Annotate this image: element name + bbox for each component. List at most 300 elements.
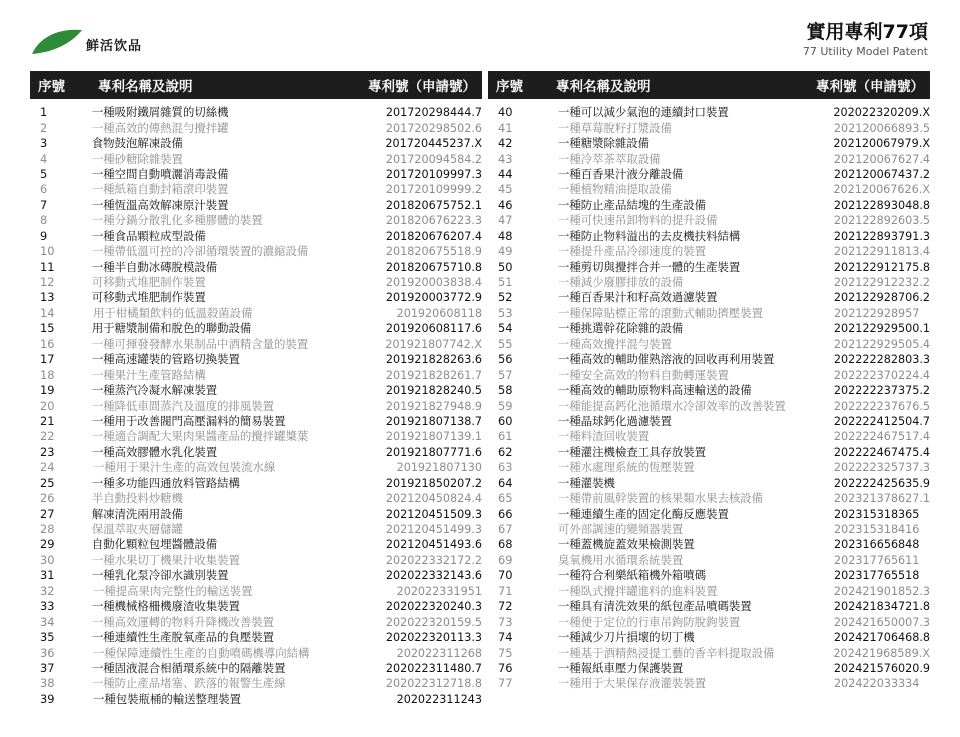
cell-patent: 202122929500.1 — [833, 322, 930, 336]
cell-no: 60 — [498, 413, 513, 428]
cell-patent: 202120067626.X — [833, 183, 930, 197]
cell-no: 17 — [40, 352, 55, 367]
table-header — [488, 71, 930, 99]
table-row — [488, 306, 930, 321]
cell-patent: 202316656848 — [834, 538, 920, 552]
cell-patent: 201720445237.X — [385, 137, 482, 151]
cell-no: 70 — [498, 568, 513, 583]
table-row — [488, 213, 930, 228]
cell-patent: 202222282803.3 — [833, 353, 930, 367]
cell-no: 55 — [498, 336, 513, 351]
cell-name: 一種能提高鈣化池循環水冷卻效率的改善裝置 — [557, 398, 786, 413]
cell-name: 一種防止物料溢出的去皮機扶料結構 — [557, 228, 741, 243]
cell-name: 一種多功能四通放料管路結構 — [91, 475, 240, 490]
page-subtitle: 77 Utility Model Patent — [802, 45, 928, 58]
table-row — [30, 661, 482, 676]
cell-no: 54 — [498, 321, 513, 336]
cell-no: 67 — [498, 522, 513, 537]
cell-no: 49 — [498, 244, 513, 259]
table-row — [30, 676, 482, 691]
cell-no: 16 — [40, 336, 55, 351]
cell-name: 一種用于果汁生產的高效包裝流水線 — [92, 460, 276, 475]
cell-name: 臭氧機用水循環系統裝置 — [558, 552, 684, 567]
patent-table-left — [30, 71, 482, 707]
cell-no: 4 — [40, 151, 48, 166]
cell-name: 一種用于改善閥門高壓漏料的簡易裝置 — [91, 413, 286, 428]
cell-no: 52 — [498, 290, 513, 305]
cell-name: 用于糖漿制備和脫色的聯動設備 — [91, 321, 252, 336]
cell-patent: 202122928706.2 — [833, 291, 930, 305]
cell-patent: 202421576020.9 — [833, 661, 930, 675]
cell-no: 59 — [498, 398, 513, 413]
cell-no: 61 — [498, 429, 513, 444]
cell-patent: 202022320159.5 — [385, 615, 482, 629]
cell-name: 一種水處理系統的恆壓裝置 — [557, 460, 695, 475]
header-patent: 專利號（申請號） — [368, 79, 476, 95]
table-row — [488, 429, 930, 444]
cell-patent: 201921807130 — [396, 461, 482, 475]
cell-no: 21 — [40, 413, 55, 428]
cell-no: 3 — [40, 136, 48, 151]
cell-patent: 202122929505.4 — [833, 337, 930, 351]
brand-name: 鲜活饮品 — [86, 39, 143, 54]
cell-name: 一種果汁生產管路結構 — [91, 367, 206, 382]
table-row — [488, 476, 930, 491]
cell-name: 一種植物精油提取設備 — [557, 182, 672, 197]
cell-no: 43 — [498, 151, 513, 166]
cell-patent: 201720298502.6 — [385, 121, 482, 135]
cell-no: 15 — [40, 321, 55, 336]
cell-patent: 202315318365 — [834, 507, 920, 521]
cell-patent: 202120450824.4 — [385, 492, 482, 506]
cell-name: 一種用于大果保存液灌裝裝置 — [558, 676, 707, 691]
table-row — [30, 383, 482, 398]
cell-patent: 201921828240.5 — [385, 384, 482, 398]
cell-name: 一種可揮發發酵水果制品中酒精含量的裝置 — [91, 336, 309, 351]
cell-no: 62 — [498, 444, 513, 459]
cell-name: 一種防止產品堵塞、跌落的報警生產線 — [91, 676, 286, 691]
cell-no: 1 — [40, 105, 48, 120]
cell-no: 44 — [498, 166, 513, 181]
cell-no: 50 — [498, 259, 513, 274]
cell-name: 一種空間自動噴灑消毒設備 — [91, 166, 229, 181]
cell-no: 30 — [40, 552, 55, 567]
cell-no: 73 — [498, 614, 513, 629]
cell-name: 一種高速罐裝的管路切換裝置 — [91, 352, 240, 367]
table-row — [488, 676, 930, 691]
cell-name: 一種減少刀片損壞的切丁機 — [557, 630, 695, 645]
cell-patent: 202122892603.5 — [833, 214, 930, 228]
table-row — [30, 151, 482, 166]
cell-name: 一種固液混合相循環系統中的隔離裝置 — [91, 660, 286, 675]
table-body — [488, 105, 930, 692]
table-row — [30, 229, 482, 244]
cell-patent: 201921850207.2 — [385, 476, 482, 490]
table-row — [30, 306, 482, 321]
cell-patent: 202120067979.X — [833, 137, 930, 151]
table-row — [488, 352, 930, 367]
table-row — [30, 645, 482, 660]
cell-patent: 202122911813.4 — [833, 245, 930, 259]
cell-patent: 202422033334 — [834, 677, 920, 691]
cell-name: 一種高效膠體水乳化裝置 — [91, 444, 218, 459]
cell-name: 一種包裝瓶桶的輸送整理裝置 — [92, 691, 242, 706]
cell-no: 66 — [498, 506, 513, 521]
cell-name: 一種降低車間蒸汽及溫度的排風裝置 — [91, 398, 275, 413]
cell-patent: 201820676223.3 — [385, 214, 482, 228]
table-row — [30, 429, 482, 444]
cell-patent: 202421968589.X — [833, 646, 930, 660]
table-row — [30, 599, 482, 614]
cell-patent: 201820676207.4 — [385, 229, 482, 243]
table-row — [488, 398, 930, 413]
cell-patent: 202022320240.3 — [385, 600, 482, 614]
cell-no: 23 — [40, 444, 55, 459]
cell-no: 74 — [498, 630, 513, 645]
table-row — [30, 213, 482, 228]
table-row — [30, 553, 482, 568]
cell-no: 8 — [40, 213, 48, 228]
cell-name: 一種連續生產的固定化酶反應裝置 — [558, 506, 729, 521]
cell-patent: 202421834721.8 — [833, 600, 930, 614]
cell-no: 65 — [498, 491, 513, 506]
cell-no: 53 — [498, 305, 513, 320]
table-row — [30, 198, 482, 213]
cell-name: 保溫萃取夾層儲罐 — [91, 522, 183, 537]
cell-no: 31 — [40, 568, 55, 583]
cell-patent: 202315318416 — [834, 523, 920, 537]
cell-name: 一種高效的輔助催熟溶液的回收再利用裝置 — [557, 352, 775, 367]
cell-no: 69 — [498, 552, 513, 567]
table-row — [30, 275, 482, 290]
table-row — [488, 584, 930, 599]
cell-patent: 201720094584.2 — [385, 152, 482, 166]
cell-patent: 201820675752.1 — [385, 198, 482, 212]
cell-name: 一種蓋機旋蓋效果檢測裝置 — [558, 537, 695, 552]
table-row — [488, 553, 930, 568]
cell-no: 68 — [498, 537, 513, 552]
cell-no: 36 — [40, 645, 55, 660]
cell-patent: 201921807742.X — [385, 337, 482, 351]
cell-no: 56 — [498, 352, 513, 367]
table-row — [488, 229, 930, 244]
cell-name: 一種草莓脫籽打漿設備 — [557, 120, 672, 135]
cell-no: 20 — [40, 398, 55, 413]
cell-patent: 202120451509.3 — [385, 507, 482, 521]
table-row — [30, 290, 482, 305]
cell-patent: 202120067437.2 — [833, 167, 930, 181]
cell-name: 一種臥式攪拌罐進料的進料裝置 — [557, 583, 718, 598]
header-name: 專利名稱及說明 — [98, 79, 193, 95]
cell-name: 一種安全高效的物料自動轉運裝置 — [557, 367, 729, 382]
cell-name: 一種水果切丁機果汁收集裝置 — [91, 552, 240, 567]
table-row — [30, 568, 482, 583]
cell-patent: 201921807138.7 — [385, 414, 482, 428]
header-name: 專利名稱及說明 — [556, 79, 651, 95]
cell-name: 一種提升產品冷卻速度的裝置 — [557, 244, 707, 259]
cell-no: 11 — [40, 259, 55, 274]
table-row — [488, 491, 930, 506]
cell-no: 9 — [40, 228, 48, 243]
cell-name: 一種剪切與攪拌合并一體的生產裝置 — [557, 259, 741, 274]
table-row — [30, 337, 482, 352]
cell-patent: 202022320209.X — [833, 106, 930, 120]
cell-name: 一種乳化泵冷卻水識別裝置 — [91, 568, 229, 583]
cell-no: 48 — [498, 228, 513, 243]
table-row — [488, 599, 930, 614]
cell-patent: 202122893048.8 — [833, 198, 930, 212]
cell-patent: 201921807139.1 — [385, 430, 482, 444]
cell-patent: 202317765518 — [834, 569, 920, 583]
cell-no: 64 — [498, 475, 513, 490]
table-row — [488, 568, 930, 583]
cell-no: 14 — [40, 305, 55, 320]
cell-patent: 201820675518.9 — [385, 245, 482, 259]
cell-patent: 201921807771.6 — [385, 445, 482, 459]
cell-no: 46 — [498, 197, 513, 212]
cell-patent: 202222237676.5 — [833, 399, 930, 413]
cell-no: 38 — [40, 676, 55, 691]
cell-name: 一種報紙車壓力保護裝置 — [557, 660, 684, 675]
page-title: 實用專利77項 — [806, 21, 928, 43]
cell-patent: 202120451499.3 — [385, 523, 482, 537]
table-row — [488, 645, 930, 660]
table-row — [30, 182, 482, 197]
cell-no: 57 — [498, 367, 513, 382]
table-row — [488, 120, 930, 135]
cell-patent: 201920003838.4 — [385, 276, 482, 290]
cell-patent: 202122928957 — [834, 306, 920, 320]
table-row — [30, 414, 482, 429]
cell-patent: 201720109997.3 — [385, 167, 482, 181]
table-row — [488, 367, 930, 382]
table-row — [30, 136, 482, 151]
cell-name: 一種可以減少氣泡的連續封口裝置 — [557, 105, 729, 120]
table-row — [30, 244, 482, 259]
cell-name: 一種帶前風幹裝置的核果類水果去核設備 — [557, 491, 764, 506]
cell-patent: 202421901852.3 — [833, 584, 930, 598]
table-row — [30, 321, 482, 336]
cell-no: 63 — [498, 460, 513, 475]
cell-patent: 202022332172.2 — [385, 553, 482, 567]
table-row — [30, 460, 482, 475]
table-row — [30, 398, 482, 413]
cell-no: 29 — [40, 537, 55, 552]
table-row — [30, 692, 482, 707]
cell-patent: 202022320113.3 — [385, 631, 482, 645]
cell-name: 一種具有清洗效果的紙包產品噴碼裝置 — [557, 599, 752, 614]
cell-patent: 202022311243 — [396, 692, 482, 706]
cell-patent: 201921828263.6 — [385, 353, 482, 367]
cell-name: 一種適合調配大果肉果醬產品的攪拌罐槳葉 — [91, 429, 309, 444]
cell-patent: 202222237375.2 — [833, 384, 930, 398]
table-row — [488, 614, 930, 629]
cell-name: 一種保障連續性生產的自動噴碼機導向結構 — [92, 645, 310, 660]
cell-no: 22 — [40, 429, 55, 444]
table-row — [30, 367, 482, 382]
cell-no: 35 — [40, 630, 55, 645]
cell-name: 一種保障貼標正常的滾動式輔助擠壓裝置 — [558, 305, 764, 320]
brand-logo — [30, 26, 150, 60]
cell-no: 33 — [40, 599, 55, 614]
cell-patent: 202120066893.5 — [833, 121, 930, 135]
leaf-icon — [30, 26, 84, 56]
cell-name: 一種晶球鈣化過濾裝置 — [557, 413, 672, 428]
cell-name: 可移動式堆肥制作裝置 — [91, 290, 206, 305]
cell-no: 13 — [40, 290, 55, 305]
table-row — [488, 460, 930, 475]
cell-no: 45 — [498, 182, 513, 197]
cell-name: 可移動式堆肥制作裝置 — [91, 275, 206, 290]
cell-patent: 202421706468.8 — [833, 631, 930, 645]
cell-patent: 202122912232.2 — [833, 276, 930, 290]
table-row — [488, 105, 930, 120]
cell-name: 一種百香果汁液分離設備 — [557, 166, 684, 181]
cell-name: 一種減少廢膠排放的設備 — [557, 275, 684, 290]
patent-table-right — [488, 71, 930, 692]
cell-name: 半自動投料炒糖機 — [91, 491, 183, 506]
cell-no: 5 — [40, 166, 48, 181]
cell-patent: 202317765611 — [834, 553, 920, 567]
cell-name: 一種蒸汽冷凝水解凍裝置 — [91, 383, 218, 398]
table-row — [488, 321, 930, 336]
cell-name: 一種冷萃茶萃取設備 — [557, 151, 661, 166]
cell-name: 一種料渣回收裝置 — [557, 429, 650, 444]
table-row — [30, 476, 482, 491]
table-row — [30, 614, 482, 629]
cell-no: 34 — [40, 614, 55, 629]
table-row — [30, 105, 482, 120]
cell-patent: 201820675710.8 — [385, 260, 482, 274]
cell-patent: 202222425635.9 — [833, 476, 930, 490]
table-row — [30, 506, 482, 521]
table-row — [488, 445, 930, 460]
header-no: 序號 — [496, 79, 523, 95]
cell-name: 用于柑橘類飲料的低溫殺菌設備 — [92, 305, 253, 320]
cell-no: 12 — [40, 275, 55, 290]
cell-patent: 202120451493.6 — [385, 538, 482, 552]
table-row — [488, 198, 930, 213]
table-row — [488, 522, 930, 537]
cell-no: 25 — [40, 475, 55, 490]
table-row — [488, 506, 930, 521]
cell-patent: 202222467475.4 — [833, 445, 930, 459]
cell-patent: 202421650007.3 — [833, 615, 930, 629]
cell-name: 一種提高果肉完整性的輸送裝置 — [92, 583, 253, 598]
cell-patent: 202022331951 — [396, 584, 482, 598]
table-row — [30, 491, 482, 506]
cell-no: 7 — [40, 197, 48, 212]
table-row — [30, 352, 482, 367]
table-row — [488, 414, 930, 429]
cell-name: 自動化顆粒包埋醬體設備 — [91, 537, 218, 552]
cell-patent: 202222325737.3 — [833, 461, 930, 475]
table-row — [30, 445, 482, 460]
table-row — [488, 383, 930, 398]
cell-patent: 202222467517.4 — [833, 430, 930, 444]
cell-name: 一種灌注機檢查工具存放裝置 — [557, 444, 707, 459]
page-title-block — [803, 20, 928, 60]
cell-no: 51 — [498, 275, 513, 290]
cell-name: 一種高效的輔助原物料高速輸送的設備 — [557, 383, 752, 398]
cell-name: 一種糖漿除雜設備 — [557, 136, 650, 151]
cell-name: 一種高效攪拌混勻裝置 — [557, 336, 672, 351]
cell-name: 一種連續性生產脫氧產品的負壓裝置 — [91, 630, 275, 645]
cell-no: 6 — [40, 182, 48, 197]
cell-name: 一種半自動冰磚脫模設備 — [91, 259, 218, 274]
cell-name: 一種符合利樂紙箱機外箱噴碼 — [558, 568, 707, 583]
cell-name: 一種帶低溫可控的冷卻循環裝置的濃縮設備 — [91, 244, 309, 259]
cell-name: 一種食品顆粒成型設備 — [91, 228, 206, 243]
cell-no: 24 — [40, 460, 55, 475]
cell-no: 71 — [498, 583, 513, 598]
table-row — [488, 275, 930, 290]
table-row — [30, 584, 482, 599]
cell-patent: 201720298444.7 — [385, 106, 482, 120]
cell-no: 76 — [498, 660, 513, 675]
table-row — [488, 661, 930, 676]
cell-patent: 202022312718.8 — [385, 677, 482, 691]
cell-patent: 202321378627.1 — [833, 492, 930, 506]
table-header — [30, 71, 482, 99]
table-body — [30, 105, 482, 707]
table-row — [488, 182, 930, 197]
header-no: 序號 — [38, 79, 65, 95]
cell-patent: 201921827948.9 — [385, 399, 482, 413]
table-row — [488, 259, 930, 274]
cell-name: 一種砂糖除雜裝置 — [91, 151, 183, 166]
cell-no: 19 — [40, 383, 55, 398]
cell-no: 72 — [498, 599, 513, 614]
cell-patent: 201920608118 — [396, 306, 482, 320]
table-row — [30, 259, 482, 274]
table-row — [488, 136, 930, 151]
table-row — [488, 244, 930, 259]
table-row — [30, 630, 482, 645]
cell-name: 一種高效的傳熱混勻攪拌罐 — [91, 120, 229, 135]
cell-no: 77 — [498, 676, 513, 691]
cell-no: 58 — [498, 383, 513, 398]
cell-name: 一種挑選幹花除雜的設備 — [557, 321, 684, 336]
table-row — [488, 167, 930, 182]
cell-no: 75 — [498, 645, 513, 660]
table-row — [488, 290, 930, 305]
cell-no: 2 — [40, 120, 48, 135]
cell-no: 10 — [40, 244, 55, 259]
cell-name: 食物鼓泡解凍設備 — [91, 136, 183, 151]
cell-name: 一種恆溫高效解凍原汁裝置 — [91, 197, 229, 212]
cell-name: 一種高效運轉的物料升降機改善裝置 — [91, 614, 275, 629]
cell-patent: 202022311268 — [396, 646, 482, 660]
cell-no: 37 — [40, 660, 55, 675]
cell-no: 47 — [498, 213, 513, 228]
cell-name: 一種可快速吊卸物料的提升設備 — [557, 213, 718, 228]
table-row — [30, 522, 482, 537]
cell-patent: 202120067627.4 — [833, 152, 930, 166]
cell-no: 18 — [40, 367, 55, 382]
table-row — [488, 630, 930, 645]
cell-name: 一種百香果汁和籽高效過濾裝置 — [557, 290, 718, 305]
cell-patent: 202022332143.6 — [385, 569, 482, 583]
cell-name: 一種吸附鐵屑雜質的切絲機 — [91, 105, 229, 120]
table-row — [30, 120, 482, 135]
cell-name: 可外部調速的變頻器裝置 — [558, 522, 684, 537]
cell-no: 28 — [40, 522, 55, 537]
cell-patent: 202222370224.4 — [833, 368, 930, 382]
cell-name: 一種便于定位的行車吊鉤防脫鉤裝置 — [557, 614, 741, 629]
cell-no: 42 — [498, 136, 513, 151]
cell-no: 32 — [40, 583, 55, 598]
